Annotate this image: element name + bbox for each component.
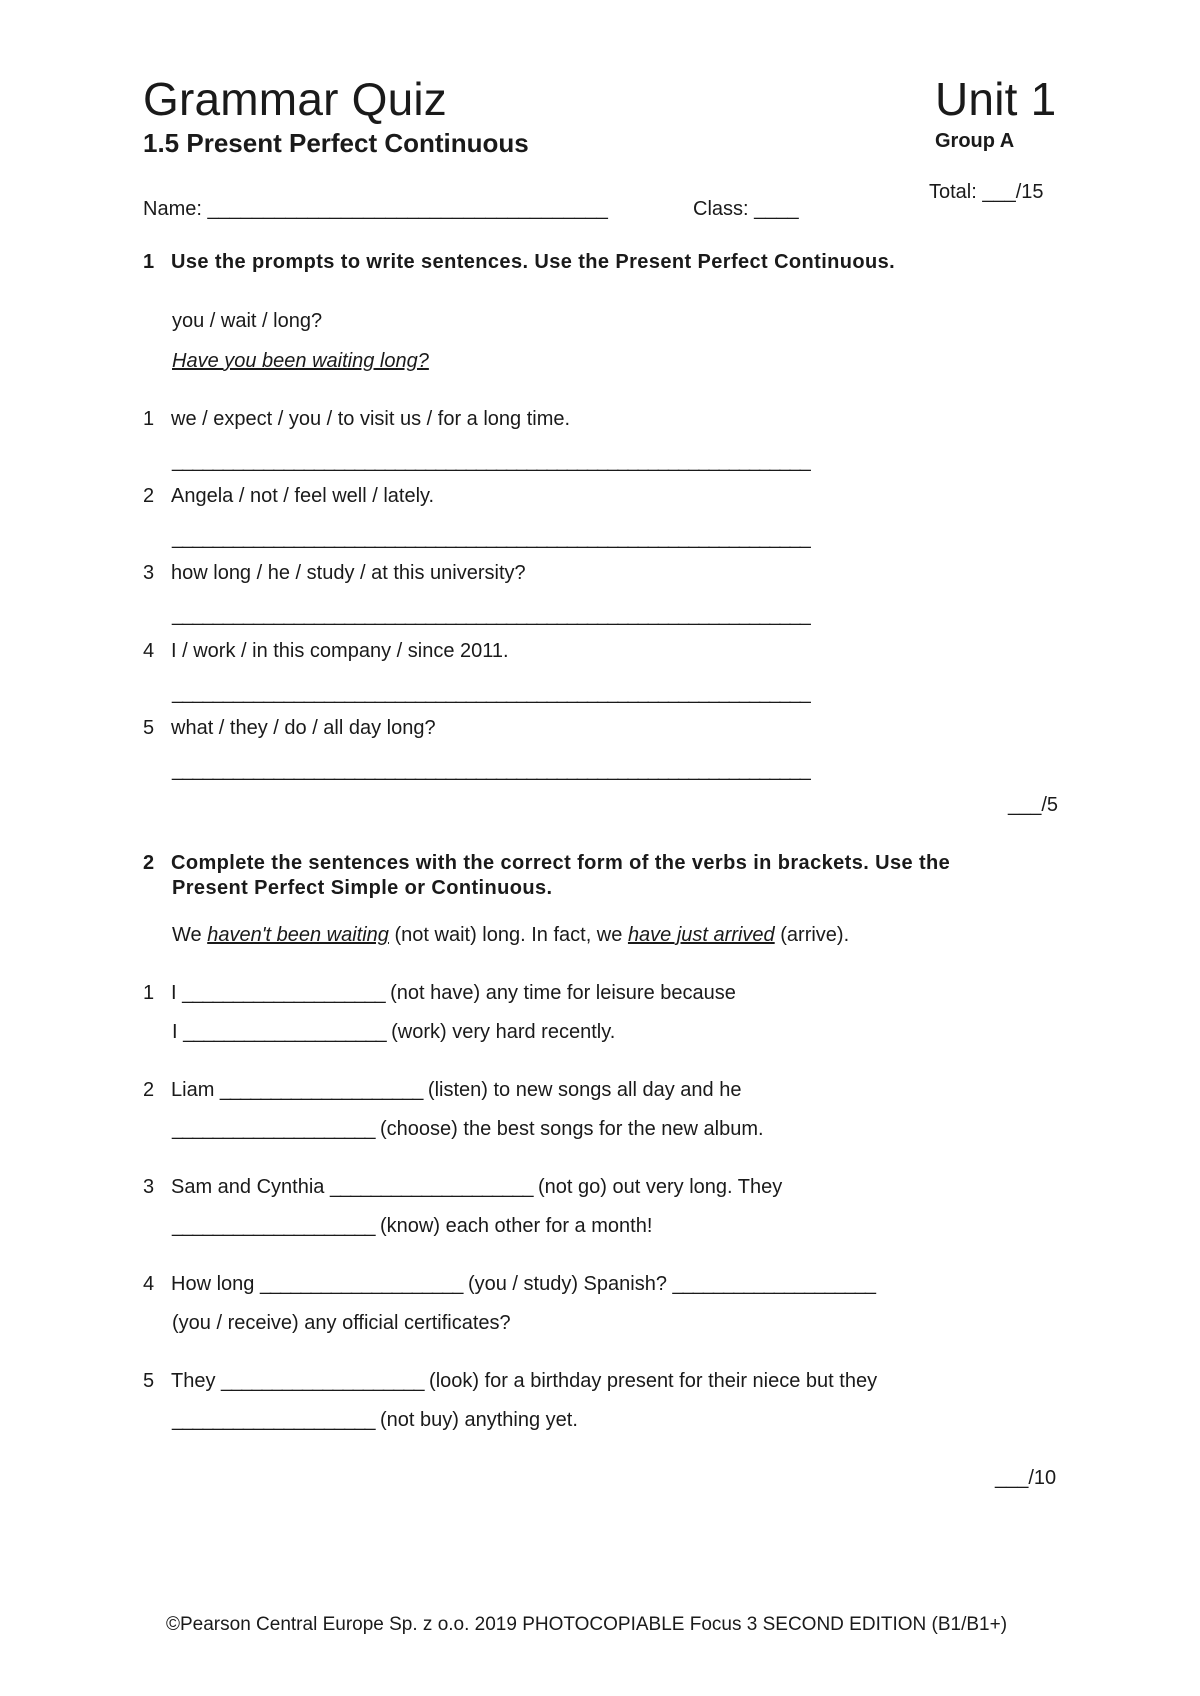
- class-field: Class: ____: [693, 198, 799, 220]
- example-text: (arrive).: [774, 924, 850, 946]
- prompt-item: [143, 717, 436, 740]
- example-answer: haven't been waiting: [207, 924, 389, 946]
- gap-blank[interactable]: ____________________: [672, 1273, 875, 1295]
- section1-instruction: Use the prompts to write sentences. Use the Present Perfect Continuous.: [171, 251, 896, 273]
- item-text: (listen) to new songs all day and he: [422, 1079, 742, 1101]
- item-number: 1: [143, 408, 155, 430]
- gap-item: [143, 1176, 782, 1199]
- example-answer: have just arrived: [627, 924, 775, 946]
- prompt-text: I / work / in this company / since 2011.: [171, 640, 509, 662]
- page-title: Grammar Quiz: [143, 73, 447, 125]
- item-text: (not have) any time for leisure because: [384, 982, 736, 1004]
- item-number: 3: [143, 562, 155, 584]
- section1-heading: [143, 251, 895, 274]
- prompt-text: we / expect / you / to visit us / for a long time.: [171, 408, 571, 430]
- item-text: (you / receive) any official certificates?: [172, 1312, 511, 1334]
- gap-blank[interactable]: ____________________: [329, 1176, 533, 1198]
- example-prompt: you / wait / long?: [172, 310, 323, 332]
- item-number: 4: [143, 640, 155, 662]
- item-text: (choose) the best songs for the new album.: [374, 1118, 764, 1140]
- answer-line[interactable]: _______________________________________________________________: [172, 682, 810, 704]
- item-number: 2: [143, 1079, 155, 1101]
- name-field: Name: ____________________________________: [143, 198, 608, 220]
- section2-heading: [143, 852, 950, 875]
- answer-line[interactable]: _______________________________________________________________: [172, 450, 810, 472]
- item-text: (work) very hard recently.: [385, 1021, 616, 1043]
- gap-item: [143, 1079, 741, 1102]
- gap-blank[interactable]: ____________________: [172, 1118, 375, 1140]
- example-sentence: [172, 924, 849, 947]
- gap-item: [143, 1370, 877, 1393]
- prompt-item: [143, 408, 570, 431]
- item-number: 5: [143, 1370, 155, 1392]
- gap-item-cont: [172, 1021, 615, 1044]
- gap-blank[interactable]: ____________________: [172, 1215, 375, 1237]
- item-text: Liam: [171, 1079, 220, 1101]
- gap-item-cont: [172, 1215, 652, 1238]
- answer-line[interactable]: _______________________________________________________________: [172, 604, 810, 626]
- example-answer: Have you been waiting long?: [172, 350, 429, 372]
- item-number: 2: [143, 485, 155, 507]
- answer-line[interactable]: _______________________________________________________________: [172, 527, 810, 549]
- item-number: 4: [143, 1273, 155, 1295]
- example-text: We: [172, 924, 208, 946]
- example-text: (not wait) long. In fact, we: [388, 924, 628, 946]
- gap-blank[interactable]: ____________________: [259, 1273, 463, 1295]
- item-text: How long: [171, 1273, 260, 1295]
- item-text: (look) for a birthday present for their niece but they: [423, 1370, 878, 1392]
- answer-line[interactable]: _______________________________________________________________: [172, 759, 810, 781]
- gap-blank[interactable]: ____________________: [183, 1021, 386, 1043]
- gap-blank[interactable]: ____________________: [219, 1079, 423, 1101]
- gap-item: [143, 1273, 875, 1296]
- prompt-item: [143, 640, 509, 663]
- section2-instruction-cont: Present Perfect Simple or Continuous.: [172, 877, 553, 899]
- prompt-item: [143, 485, 434, 508]
- item-text: (know) each other for a month!: [374, 1215, 653, 1237]
- total-score: Total: ___/15: [929, 181, 1044, 203]
- prompt-text: Angela / not / feel well / lately.: [171, 485, 435, 507]
- section1-score: ___/5: [1008, 794, 1059, 816]
- section-number: 1: [143, 251, 155, 273]
- gap-blank[interactable]: ____________________: [221, 1370, 424, 1392]
- footer-copyright: ©Pearson Central Europe Sp. z o.o. 2019 PHOTOCOPIABLE Focus 3 SECOND EDITION (B1/B1+): [166, 1614, 1008, 1635]
- section2-instruction: Complete the sentences with the correct form of the verbs in brackets. Use the: [171, 852, 951, 874]
- prompt-text: how long / he / study / at this university?: [171, 562, 526, 584]
- gap-item-cont: [172, 1118, 764, 1141]
- item-text: Sam and Cynthia: [171, 1176, 330, 1198]
- prompt-text: what / they / do / all day long?: [171, 717, 436, 739]
- item-text: They: [171, 1370, 222, 1392]
- prompt-item: [143, 562, 526, 585]
- item-text: I: [172, 1021, 184, 1043]
- item-text: (not go) out very long. They: [532, 1176, 783, 1198]
- group-label: Group A: [935, 130, 1015, 152]
- item-text: (not buy) anything yet.: [374, 1409, 578, 1431]
- item-number: 3: [143, 1176, 155, 1198]
- gap-blank[interactable]: ____________________: [172, 1409, 375, 1431]
- gap-item-cont: [172, 1409, 578, 1432]
- item-number: 5: [143, 717, 155, 739]
- page-subtitle: 1.5 Present Perfect Continuous: [143, 128, 529, 158]
- gap-item-cont: [172, 1312, 511, 1335]
- item-text: (you / study) Spanish?: [462, 1273, 673, 1295]
- gap-item: [143, 982, 736, 1005]
- item-text: I: [171, 982, 183, 1004]
- section-number: 2: [143, 852, 155, 874]
- gap-blank[interactable]: ____________________: [182, 982, 385, 1004]
- unit-label: Unit 1: [935, 73, 1057, 125]
- section2-score: ___/10: [995, 1467, 1057, 1489]
- item-number: 1: [143, 982, 155, 1004]
